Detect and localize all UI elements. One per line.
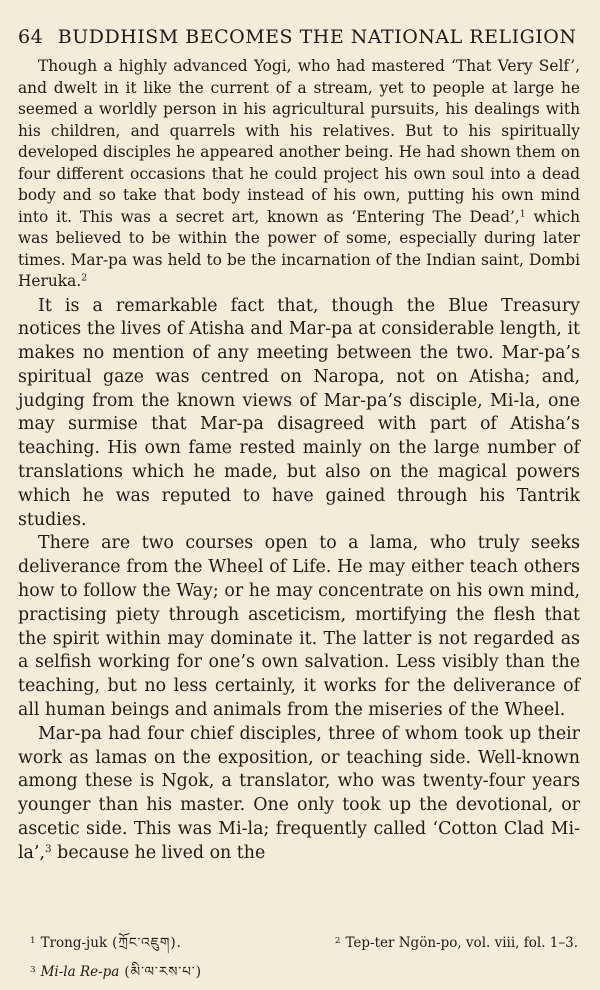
footnote-1-number: 1	[30, 936, 36, 946]
footnote-2-text: Tep-ter Ngön-po, vol. viii, fol. 1–3.	[345, 934, 578, 951]
paragraph-3-text: There are two courses open to a lama, who truly seeks deliverance from the Wheel of Life. He may either teach others how to follow the Way; or he may concentrate on his own mind, practising piety through asceticism, mortifying the flesh that the spirit within may dominate it. The latter is not regarded as a selfish working for one’s own salvation. Less visibly than the teaching, but no less certainly, it works for the deliverance of all human beings and animals from the miseries of the Wheel.	[18, 533, 580, 721]
footnote-1-tibetan: (ཀྲོང་འཇུག).	[112, 934, 182, 951]
footnote-1-text: Trong-juk	[40, 934, 108, 951]
footnote-ref-3: 3	[45, 842, 52, 855]
paragraph-4-text-a: Mar-pa had four chief disciples, three of whom took up their work as lamas on the exposition, or teaching side. Well-known among these is Ngok, a translator, who was twenty-four years younger than his master. One only took up the devotional, or ascetic side. This was Mi-la; frequently called ‘Cotton Clad Mi-la’,	[18, 723, 580, 863]
footnote-3-number: 3	[30, 964, 36, 975]
paragraph-2	[18, 295, 580, 533]
paragraph-2-text: It is a remarkable fact that, though the Blue Treasury notices the lives of Atisha and Mar-pa at considerable length, it makes no mention of any meeting between the two. Mar-pa’s spiritual gaze was centred on Naropa, not on Atisha; and, judging from the known views of Mar-pa’s disciple, Mi-la, one may surmise that Mar-pa disagreed with part of Atisha’s teaching. His own fame rested mainly on the large number of translations which he made, but also on the magical powers which he was reputed to have gained through his Tantrik studies.	[18, 295, 580, 530]
paragraph-1-text-b: which was believed to be within the power of some, especially during later times. Mar-pa was held to be the incarnation of the Indian saint, Dombi Heruka.	[18, 207, 580, 290]
footnote-3-text: Mi-la Re-pa	[40, 963, 120, 980]
footnote-2	[335, 928, 578, 957]
page-number: 64	[18, 26, 44, 48]
footnote-ref-2: 2	[81, 272, 88, 284]
paragraph-3	[18, 532, 580, 722]
paragraph-1-text-a: Though a highly advanced Yogi, who had mastered ‘That Very Self’, and dwelt in it like the current of a stream, yet to people at large he seemed a worldly person in his agricultural pursuits, his dealings with his children, and quarrels with his relatives. But to his spiritually developed disciples he appeared another being. He had shown them on four different occasions that he could project his own soul into a dead body and so take that body instead of his own, putting his own mind into it. This was a secret art, known as ‘Entering The Dead’,	[18, 57, 580, 226]
footnote-row-1	[30, 928, 578, 957]
paragraph-1	[18, 56, 580, 293]
body-text	[18, 56, 580, 866]
running-header	[18, 26, 580, 48]
footnote-row-2	[30, 957, 578, 986]
footnote-3-tibetan: (མི་ལ་རས་པ་)	[124, 963, 202, 980]
footnote-1	[30, 928, 182, 957]
footnote-2-number: 2	[334, 936, 341, 946]
footnotes	[30, 928, 578, 986]
paragraph-4	[18, 723, 580, 866]
footnote-ref-1: 1	[519, 207, 526, 219]
footnote-3	[30, 957, 202, 986]
paragraph-4-text-b: because he lived on the	[51, 842, 266, 863]
running-title: BUDDHISM BECOMES THE NATIONAL RELIGION	[57, 26, 577, 48]
